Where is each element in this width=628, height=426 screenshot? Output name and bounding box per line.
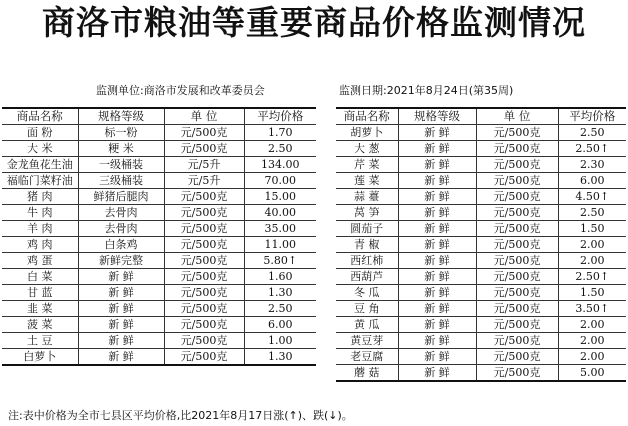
cell-name: 西红柿: [336, 253, 398, 269]
table-row: [2, 205, 316, 221]
cell-grade: 粳 米: [78, 141, 164, 157]
cell-grade: 新 鲜: [398, 173, 476, 189]
cell-name: 莴 笋: [336, 205, 398, 221]
cell-price: 4.50↑: [558, 189, 626, 205]
cell-unit: 元/500克: [164, 253, 244, 269]
cell-price: 2.50: [558, 205, 626, 221]
table-row: [2, 317, 316, 333]
cell-price: 40.00: [244, 205, 316, 221]
right-table-body: [336, 125, 626, 382]
header-price: 平均价格: [558, 108, 626, 125]
table-header-row: [336, 108, 626, 125]
cell-price: 6.00: [558, 173, 626, 189]
cell-grade: 新 鲜: [398, 189, 476, 205]
table-row: [336, 205, 626, 221]
cell-grade: 新 鲜: [398, 365, 476, 382]
cell-price: 11.00: [244, 237, 316, 253]
table-row: [336, 301, 626, 317]
table-row: [2, 253, 316, 269]
table-row: [2, 125, 316, 141]
cell-name: 甘 蓝: [2, 285, 78, 301]
cell-unit: 元/500克: [164, 317, 244, 333]
table-row: [336, 365, 626, 382]
cell-grade: 新 鲜: [398, 333, 476, 349]
header-unit: 单 位: [476, 108, 558, 125]
table-row: [2, 189, 316, 205]
cell-price: 1.50: [558, 221, 626, 237]
cell-grade: 新 鲜: [398, 349, 476, 365]
cell-unit: 元/500克: [164, 269, 244, 285]
cell-name: 老豆腐: [336, 349, 398, 365]
price-table-left: [2, 107, 316, 366]
cell-unit: 元/500克: [476, 301, 558, 317]
cell-price: 2.50: [244, 141, 316, 157]
cell-name: 韭 菜: [2, 301, 78, 317]
cell-price: 2.30: [558, 157, 626, 173]
header-price: 平均价格: [244, 108, 316, 125]
footnote: 注:表中价格为全市七县区平均价格,比2021年8月17日涨(↑)、跌(↓)。: [8, 409, 353, 422]
cell-grade: 新 鲜: [78, 285, 164, 301]
table-row: [2, 173, 316, 189]
table-header-row: [2, 108, 316, 125]
table-row: [2, 285, 316, 301]
cell-price: 70.00: [244, 173, 316, 189]
cell-unit: 元/500克: [164, 333, 244, 349]
price-table-right: [336, 107, 626, 382]
cell-name: 蘑 菇: [336, 365, 398, 382]
cell-unit: 元/500克: [164, 221, 244, 237]
cell-name: 鸡 肉: [2, 237, 78, 253]
cell-unit: 元/500克: [164, 189, 244, 205]
table-row: [336, 173, 626, 189]
cell-unit: 元/500克: [476, 269, 558, 285]
cell-grade: 三级桶装: [78, 173, 164, 189]
cell-grade: 新 鲜: [398, 253, 476, 269]
header-name: 商品名称: [2, 108, 78, 125]
cell-price: 1.60: [244, 269, 316, 285]
cell-grade: 新鲜完整: [78, 253, 164, 269]
cell-name: 猪 肉: [2, 189, 78, 205]
cell-price: 1.30: [244, 285, 316, 301]
cell-price: 1.00: [244, 333, 316, 349]
left-table-body: [2, 125, 316, 366]
header-unit: 单 位: [164, 108, 244, 125]
cell-price: 2.50: [558, 125, 626, 141]
cell-grade: 新 鲜: [398, 269, 476, 285]
cell-grade: 新 鲜: [398, 205, 476, 221]
cell-name: 黄豆芽: [336, 333, 398, 349]
table-row: [2, 301, 316, 317]
cell-name: 土 豆: [2, 333, 78, 349]
cell-price: 3.50↑: [558, 301, 626, 317]
table-row: [2, 237, 316, 253]
cell-unit: 元/500克: [476, 237, 558, 253]
cell-unit: 元/500克: [476, 125, 558, 141]
cell-name: 大 葱: [336, 141, 398, 157]
cell-unit: 元/500克: [164, 125, 244, 141]
cell-price: 35.00: [244, 221, 316, 237]
cell-price: 2.00: [558, 317, 626, 333]
cell-unit: 元/500克: [476, 173, 558, 189]
cell-unit: 元/5升: [164, 157, 244, 173]
table-row: [2, 141, 316, 157]
cell-unit: 元/5升: [164, 173, 244, 189]
cell-price: 6.00: [244, 317, 316, 333]
page-title: 商洛市粮油等重要商品价格监测情况: [42, 3, 586, 42]
monitor-date: 监测日期:2021年8月24日(第35周): [339, 84, 514, 97]
cell-unit: 元/500克: [164, 285, 244, 301]
cell-unit: 元/500克: [164, 141, 244, 157]
table-row: [336, 349, 626, 365]
cell-name: 金龙鱼花生油: [2, 157, 78, 173]
cell-name: 豆 角: [336, 301, 398, 317]
cell-grade: 鲜猪后腿肉: [78, 189, 164, 205]
cell-grade: 新 鲜: [78, 301, 164, 317]
cell-unit: 元/500克: [476, 157, 558, 173]
cell-price: 5.80↑: [244, 253, 316, 269]
cell-name: 冬 瓜: [336, 285, 398, 301]
cell-price: 2.50↑: [558, 269, 626, 285]
table-row: [336, 221, 626, 237]
cell-unit: 元/500克: [476, 205, 558, 221]
cell-grade: 新 鲜: [398, 285, 476, 301]
cell-price: 1.50: [558, 285, 626, 301]
table-row: [2, 269, 316, 285]
cell-name: 鸡 蛋: [2, 253, 78, 269]
cell-unit: 元/500克: [476, 189, 558, 205]
table-row: [336, 189, 626, 205]
header-grade: 规格等级: [398, 108, 476, 125]
cell-grade: 新 鲜: [398, 157, 476, 173]
table-row: [336, 141, 626, 157]
header-name: 商品名称: [336, 108, 398, 125]
table-row: [2, 221, 316, 237]
cell-unit: 元/500克: [164, 301, 244, 317]
cell-price: 2.00: [558, 333, 626, 349]
cell-price: 2.00: [558, 349, 626, 365]
header-grade: 规格等级: [78, 108, 164, 125]
table-row: [336, 157, 626, 173]
cell-grade: 新 鲜: [78, 269, 164, 285]
cell-unit: 元/500克: [164, 237, 244, 253]
cell-name: 黄 瓜: [336, 317, 398, 333]
cell-price: 2.50↑: [558, 141, 626, 157]
cell-unit: 元/500克: [164, 349, 244, 366]
cell-price: 1.30: [244, 349, 316, 366]
cell-unit: 元/500克: [476, 285, 558, 301]
cell-price: 15.00: [244, 189, 316, 205]
cell-unit: 元/500克: [476, 253, 558, 269]
table-row: [2, 349, 316, 366]
cell-name: 胡萝卜: [336, 125, 398, 141]
cell-grade: 标一粉: [78, 125, 164, 141]
cell-grade: 白条鸡: [78, 237, 164, 253]
cell-grade: 新 鲜: [78, 349, 164, 366]
cell-price: 2.50: [244, 301, 316, 317]
table-row: [336, 237, 626, 253]
monitor-unit: 监测单位:商洛市发展和改革委员会: [96, 84, 265, 97]
table-row: [336, 253, 626, 269]
cell-grade: 一级桶装: [78, 157, 164, 173]
cell-grade: 新 鲜: [398, 221, 476, 237]
cell-name: 羊 肉: [2, 221, 78, 237]
cell-grade: 新 鲜: [78, 317, 164, 333]
cell-price: 134.00: [244, 157, 316, 173]
cell-name: 大 米: [2, 141, 78, 157]
cell-unit: 元/500克: [476, 141, 558, 157]
table-row: [336, 317, 626, 333]
cell-unit: 元/500克: [164, 205, 244, 221]
cell-name: 西葫芦: [336, 269, 398, 285]
cell-name: 牛 肉: [2, 205, 78, 221]
cell-price: 2.00: [558, 237, 626, 253]
cell-name: 蒜 薹: [336, 189, 398, 205]
cell-name: 青 椒: [336, 237, 398, 253]
cell-name: 福临门菜籽油: [2, 173, 78, 189]
cell-grade: 新 鲜: [398, 141, 476, 157]
cell-grade: 去骨肉: [78, 205, 164, 221]
cell-name: 白萝卜: [2, 349, 78, 366]
cell-grade: 新 鲜: [398, 317, 476, 333]
cell-name: 面 粉: [2, 125, 78, 141]
cell-name: 菠 菜: [2, 317, 78, 333]
cell-price: 1.70: [244, 125, 316, 141]
table-row: [2, 333, 316, 349]
cell-grade: 新 鲜: [398, 301, 476, 317]
cell-unit: 元/500克: [476, 317, 558, 333]
table-row: [336, 333, 626, 349]
cell-grade: 去骨肉: [78, 221, 164, 237]
cell-price: 2.00: [558, 253, 626, 269]
cell-grade: 新 鲜: [398, 237, 476, 253]
cell-unit: 元/500克: [476, 365, 558, 382]
table-row: [336, 285, 626, 301]
cell-name: 莲 菜: [336, 173, 398, 189]
table-row: [336, 125, 626, 141]
cell-grade: 新 鲜: [398, 125, 476, 141]
cell-name: 白 菜: [2, 269, 78, 285]
cell-grade: 新 鲜: [78, 333, 164, 349]
cell-name: 圆茄子: [336, 221, 398, 237]
cell-unit: 元/500克: [476, 333, 558, 349]
table-row: [2, 157, 316, 173]
table-row: [336, 269, 626, 285]
cell-price: 5.00: [558, 365, 626, 382]
cell-name: 芹 菜: [336, 157, 398, 173]
cell-unit: 元/500克: [476, 349, 558, 365]
cell-unit: 元/500克: [476, 221, 558, 237]
